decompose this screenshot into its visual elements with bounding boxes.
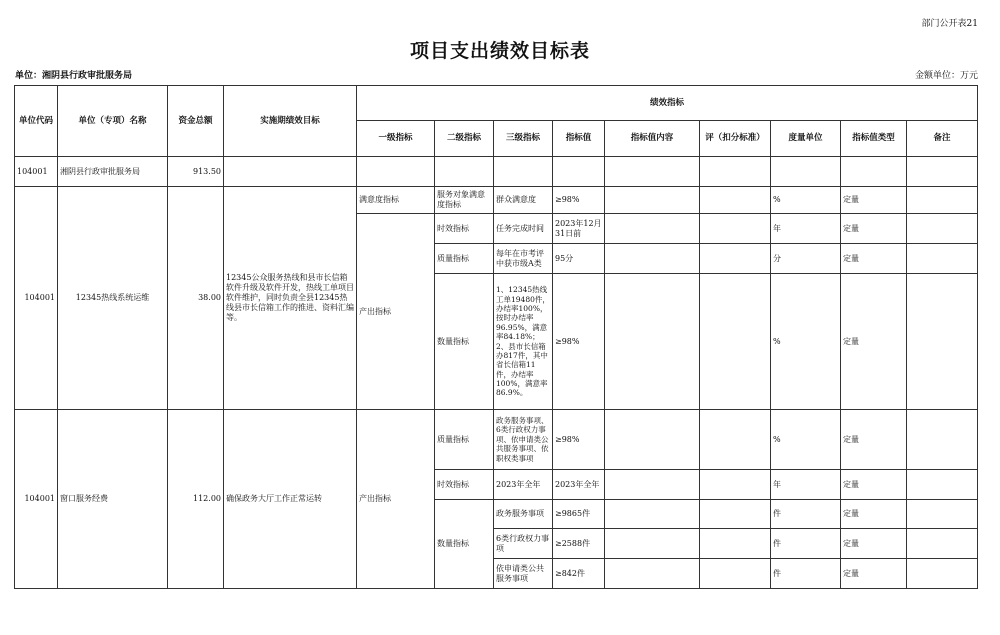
p1-i4-value: ≥98% <box>553 274 605 410</box>
empty-cell <box>605 244 700 274</box>
p1-i2-level3: 任务完成时间 <box>494 214 553 244</box>
p2-i1-type: 定量 <box>841 410 907 470</box>
p1-i4-type: 定量 <box>841 274 907 410</box>
empty-cell <box>700 559 771 589</box>
p1-i3-level3: 每年在市考评中获市级A类 <box>494 244 553 274</box>
p1-level1-output: 产出指标 <box>357 214 435 410</box>
col-header-score: 评（扣分标准） <box>700 121 771 157</box>
table-row-p1-i1 <box>15 187 978 214</box>
empty-cell <box>700 410 771 470</box>
empty-cell <box>605 274 700 410</box>
p1-goal: 12345公众服务热线和县市长信箱软件升级及软件开发，热线工单项目软件维护，同时负责全县12345热线县市长信箱工作的推进、资料汇编等。 <box>224 187 357 410</box>
p2-i3-value: ≥9865件 <box>553 500 605 529</box>
empty-cell <box>907 470 978 500</box>
empty-cell <box>700 274 771 410</box>
p1-code: 104001 <box>15 187 58 410</box>
p2-i2-level2: 时效指标 <box>435 470 494 500</box>
empty-cell <box>605 410 700 470</box>
empty-cell <box>841 157 907 187</box>
col-header-goal: 实施期绩效目标 <box>224 86 357 157</box>
p2-i1-unit: % <box>771 410 841 470</box>
empty-cell <box>907 529 978 559</box>
table-row-p2-i1 <box>15 410 978 470</box>
col-header-content: 指标值内容 <box>605 121 700 157</box>
empty-cell <box>907 187 978 214</box>
p2-i3-unit: 件 <box>771 500 841 529</box>
col-header-group: 绩效指标 <box>357 86 978 121</box>
col-header-level1: 一级指标 <box>357 121 435 157</box>
amount-unit-label: 金额单位：万元 <box>914 71 978 81</box>
p1-i1-value: ≥98% <box>553 187 605 214</box>
p1-i1-unit: % <box>771 187 841 214</box>
p2-i4-unit: 件 <box>771 529 841 559</box>
col-header-name: 单位（专项）名称 <box>58 86 168 157</box>
p1-i4-unit: % <box>771 274 841 410</box>
p2-i1-level2: 质量指标 <box>435 410 494 470</box>
p2-i2-type: 定量 <box>841 470 907 500</box>
p1-i3-unit: 分 <box>771 244 841 274</box>
table-row-dept <box>15 157 978 187</box>
p1-i4-level2: 数量指标 <box>435 274 494 410</box>
p2-i5-unit: 件 <box>771 559 841 589</box>
p2-level1-output: 产出指标 <box>357 410 435 589</box>
p1-name: 12345热线系统运维 <box>58 187 168 410</box>
p1-i3-value: 95分 <box>553 244 605 274</box>
empty-cell <box>605 470 700 500</box>
p2-name: 窗口服务经费 <box>58 410 168 589</box>
col-header-remark: 备注 <box>907 121 978 157</box>
p2-code: 104001 <box>15 410 58 589</box>
p2-i5-level3: 依申请类公共服务事项 <box>494 559 553 589</box>
empty-cell <box>700 529 771 559</box>
empty-cell <box>907 559 978 589</box>
empty-cell <box>435 157 494 187</box>
p2-total: 112.00 <box>168 410 224 589</box>
empty-cell <box>907 157 978 187</box>
p2-i2-value: 2023年全年 <box>553 470 605 500</box>
page-title: 项目支出绩效目标表 <box>409 40 590 62</box>
empty-cell <box>907 244 978 274</box>
p1-i2-level2: 时效指标 <box>435 214 494 244</box>
form-number: 部门公开表21 <box>921 19 978 29</box>
p2-i4-level3: 6类行政权力事项 <box>494 529 553 559</box>
empty-cell <box>907 410 978 470</box>
p1-i3-level2: 质量指标 <box>435 244 494 274</box>
empty-cell <box>700 244 771 274</box>
dept-total: 913.50 <box>168 157 224 187</box>
p1-i2-value: 2023年12月31日前 <box>553 214 605 244</box>
empty-cell <box>494 157 553 187</box>
empty-cell <box>224 157 357 187</box>
empty-cell <box>907 274 978 410</box>
p1-i2-type: 定量 <box>841 214 907 244</box>
p2-i3-level3: 政务服务事项 <box>494 500 553 529</box>
empty-cell <box>907 500 978 529</box>
p2-i4-type: 定量 <box>841 529 907 559</box>
p2-i2-level3: 2023年全年 <box>494 470 553 500</box>
empty-cell <box>605 214 700 244</box>
p1-i4-level3: 1、12345热线工单19480件，办结率100%，按时办结率96.95%，满意率84.18%；2、县市长信箱办817件，其中省长信箱11件，办结率100%，满意率86.9%。 <box>494 274 553 410</box>
p1-total: 38.00 <box>168 187 224 410</box>
empty-cell <box>605 157 700 187</box>
p2-level2-quantity: 数量指标 <box>435 500 494 589</box>
col-header-value-type: 指标值类型 <box>841 121 907 157</box>
p2-i5-value: ≥842件 <box>553 559 605 589</box>
empty-cell <box>700 500 771 529</box>
dept-code: 104001 <box>15 157 58 187</box>
col-header-level3: 三级指标 <box>494 121 553 157</box>
p1-level1-satisfaction: 满意度指标 <box>357 187 435 214</box>
performance-table <box>14 85 978 589</box>
empty-cell <box>700 470 771 500</box>
col-header-total: 资金总额 <box>168 86 224 157</box>
empty-cell <box>907 214 978 244</box>
empty-cell <box>357 157 435 187</box>
col-header-value: 指标值 <box>553 121 605 157</box>
p1-i3-type: 定量 <box>841 244 907 274</box>
p1-i1-type: 定量 <box>841 187 907 214</box>
empty-cell <box>553 157 605 187</box>
p2-i4-value: ≥2588件 <box>553 529 605 559</box>
header-row-1 <box>15 86 978 121</box>
empty-cell <box>771 157 841 187</box>
empty-cell <box>700 187 771 214</box>
p2-i1-value: ≥98% <box>553 410 605 470</box>
empty-cell <box>605 187 700 214</box>
col-header-measure-unit: 度量单位 <box>771 121 841 157</box>
p2-i2-unit: 年 <box>771 470 841 500</box>
p1-i1-level3: 群众满意度 <box>494 187 553 214</box>
dept-name: 湘阴县行政审批服务局 <box>58 157 168 187</box>
col-header-level2: 二级指标 <box>435 121 494 157</box>
col-header-code: 单位代码 <box>15 86 58 157</box>
p2-i5-type: 定量 <box>841 559 907 589</box>
empty-cell <box>605 559 700 589</box>
p1-i2-unit: 年 <box>771 214 841 244</box>
empty-cell <box>605 500 700 529</box>
p2-i1-level3: 政务服务事项、6类行政权力事项、依申请类公共服务事项、依职权类事项 <box>494 410 553 470</box>
p2-i3-type: 定量 <box>841 500 907 529</box>
unit-label: 单位：湘阴县行政审批服务局 <box>15 71 133 81</box>
p2-goal: 确保政务大厅工作正常运转 <box>224 410 357 589</box>
empty-cell <box>605 529 700 559</box>
empty-cell <box>700 214 771 244</box>
p1-i1-level2: 服务对象满意度指标 <box>435 187 494 214</box>
empty-cell <box>700 157 771 187</box>
